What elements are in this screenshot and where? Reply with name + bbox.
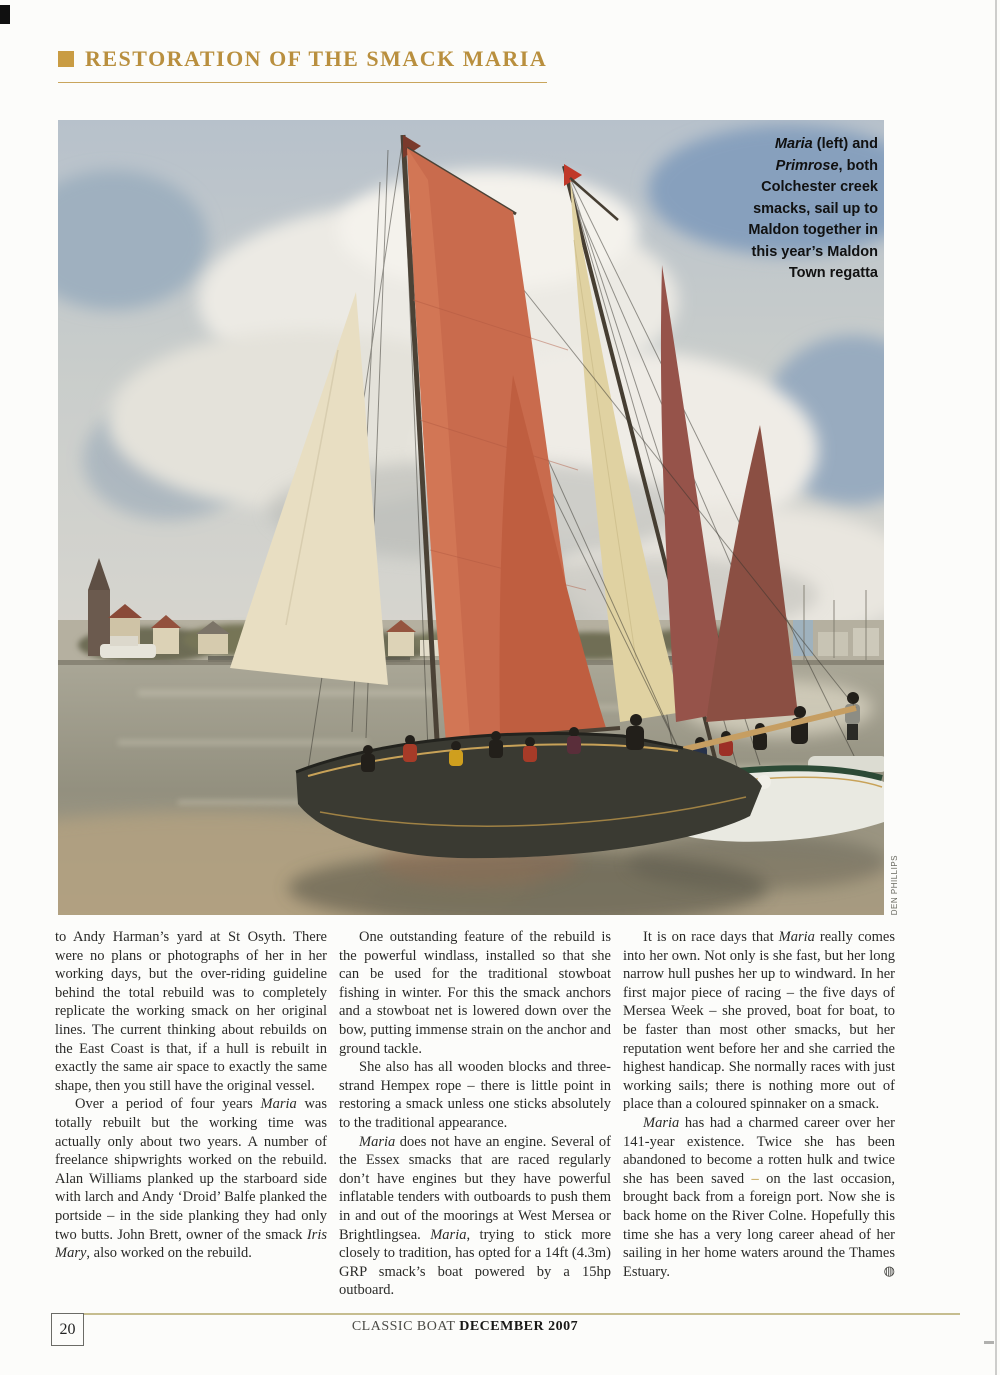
text-segment: Primrose (775, 157, 839, 174)
article-column-1 (55, 928, 327, 1300)
text-segment: , trying to stick more closely to tradition, has opted for a 14ft (4.3m) GRP smack’s boat powered by a 15hp outboard. (339, 1226, 611, 1299)
text-segment: really comes into her own. Not only is she fast, but her long narrow hull pushes her up to windward. In her first major piece of racing – the five days of Mersea Week – she proved, boat for boat, to be faster than most other smacks, but her reputation went before her and she carried the highest handicap. She normally races with just working sails; there is nothing more out of place than a coloured spinnaker on a smack. (623, 929, 895, 1113)
article-paragraph (339, 1058, 611, 1132)
page-number: 20 (59, 1320, 76, 1338)
text-segment: It is on race days that (643, 929, 779, 945)
text-segment: Colchester creek (761, 179, 878, 195)
text-segment: Iris Mary (55, 1226, 327, 1262)
text-segment: One outstanding feature of the rebuild is the powerful windlass, installed so that she can be used for the traditional stowboat fishing in winter. For this the smack anchors and a stowboat net is lowered down over the bow, putting immense strain on the anchor and ground tackle. (339, 929, 611, 1057)
magazine-name: CLASSIC BOAT (351, 1319, 456, 1334)
article-paragraph (339, 928, 611, 1058)
caption-line (668, 199, 878, 221)
issue-date: DECEMBER 2007 (459, 1319, 579, 1334)
text-segment: (left) and (812, 136, 878, 152)
text-segment: this year’s Maldon (751, 243, 878, 260)
section-header (58, 46, 547, 83)
caption-line (668, 156, 878, 178)
article-paragraph (339, 1133, 611, 1300)
text-segment: on the last occasion, brought back from a foreign port. Now she is back home on the River Colne. Hopefully this time she has a very long career ahead of her sailing in her home waters around the Thames Estuary. (623, 1170, 895, 1280)
page-edge-tick (984, 1341, 994, 1344)
caption-line (668, 263, 878, 285)
text-segment: smacks, sail up to (753, 200, 878, 217)
text-segment: , also worked on the rebuild. (86, 1245, 252, 1262)
text-segment: – (751, 1170, 759, 1187)
photo-credit: DEN PHILLIPS (890, 854, 899, 915)
text-segment: Maria (260, 1096, 297, 1113)
article-column-2 (339, 928, 611, 1300)
text-segment: Maria (359, 1133, 396, 1150)
photo-region (58, 120, 899, 915)
caption-line (668, 177, 878, 199)
article-paragraph (55, 1095, 327, 1262)
text-segment: Maria (430, 1226, 467, 1243)
end-of-article-icon: ◍ (883, 1263, 895, 1279)
text-segment: , both (838, 157, 878, 174)
article-column-3 (623, 928, 895, 1300)
article-paragraph (623, 1114, 895, 1281)
caption-line (668, 220, 878, 242)
caption-line (668, 242, 878, 264)
footer-rule (83, 1313, 960, 1315)
print-registration-mark (0, 5, 10, 24)
text-segment: was totally rebuilt but the working time was actually only about two years. A number of freelance shipwrights worked on the rebuild. Alan Williams planked up the starboard side with larch and Andy ‘Droid’ Balfe planked the portside – in the side planking they had only two butts. John Brett, owner of the smack (55, 1096, 327, 1243)
page-title: RESTORATION OF THE SMACK MARIA (85, 46, 548, 71)
article-paragraph (55, 928, 327, 1095)
text-segment: Maria (643, 1114, 680, 1131)
section-bullet-icon (58, 51, 74, 67)
text-segment: has had a charmed career over her 141-year existence. Twice she has been abandoned to become a rotten hulk and twice she has been saved (623, 1114, 895, 1187)
text-segment: She also has all wooden blocks and three-strand Hempex rope – there is little point in restoring a smack unless one sticks absolutely to the traditional appearance. (339, 1059, 611, 1131)
text-segment: to Andy Harman’s yard at St Osyth. There were no plans or photographs of her in her working days, but the over-riding guideline behind the total rebuild was to completely replicate the working smack on her original lines. The current thinking about rebuilds on the East Coast is that, if a hull is rebuilt in exactly the same air space to exactly the same shape, then you still have the original vessel. (55, 929, 327, 1094)
text-segment: Maldon together in (748, 222, 878, 238)
article-paragraph (623, 928, 895, 1114)
text-segment: Over a period of four years (75, 1096, 261, 1113)
caption-line (668, 134, 878, 156)
text-segment: Maria (774, 136, 813, 152)
photo-caption (668, 134, 878, 285)
page-edge-line (995, 0, 997, 1375)
footer-text (0, 1319, 930, 1335)
text-segment: Maria (778, 929, 815, 945)
article-body (55, 928, 895, 1300)
text-segment: does not have an engine. Several of the Essex smacks that are raced regularly don’t have engines but they have powerful inflatable tenders with outboards to push them in and out of the moorings at West Mersea or Brightlingsea. (339, 1133, 611, 1243)
text-segment: Town regatta (788, 265, 878, 281)
